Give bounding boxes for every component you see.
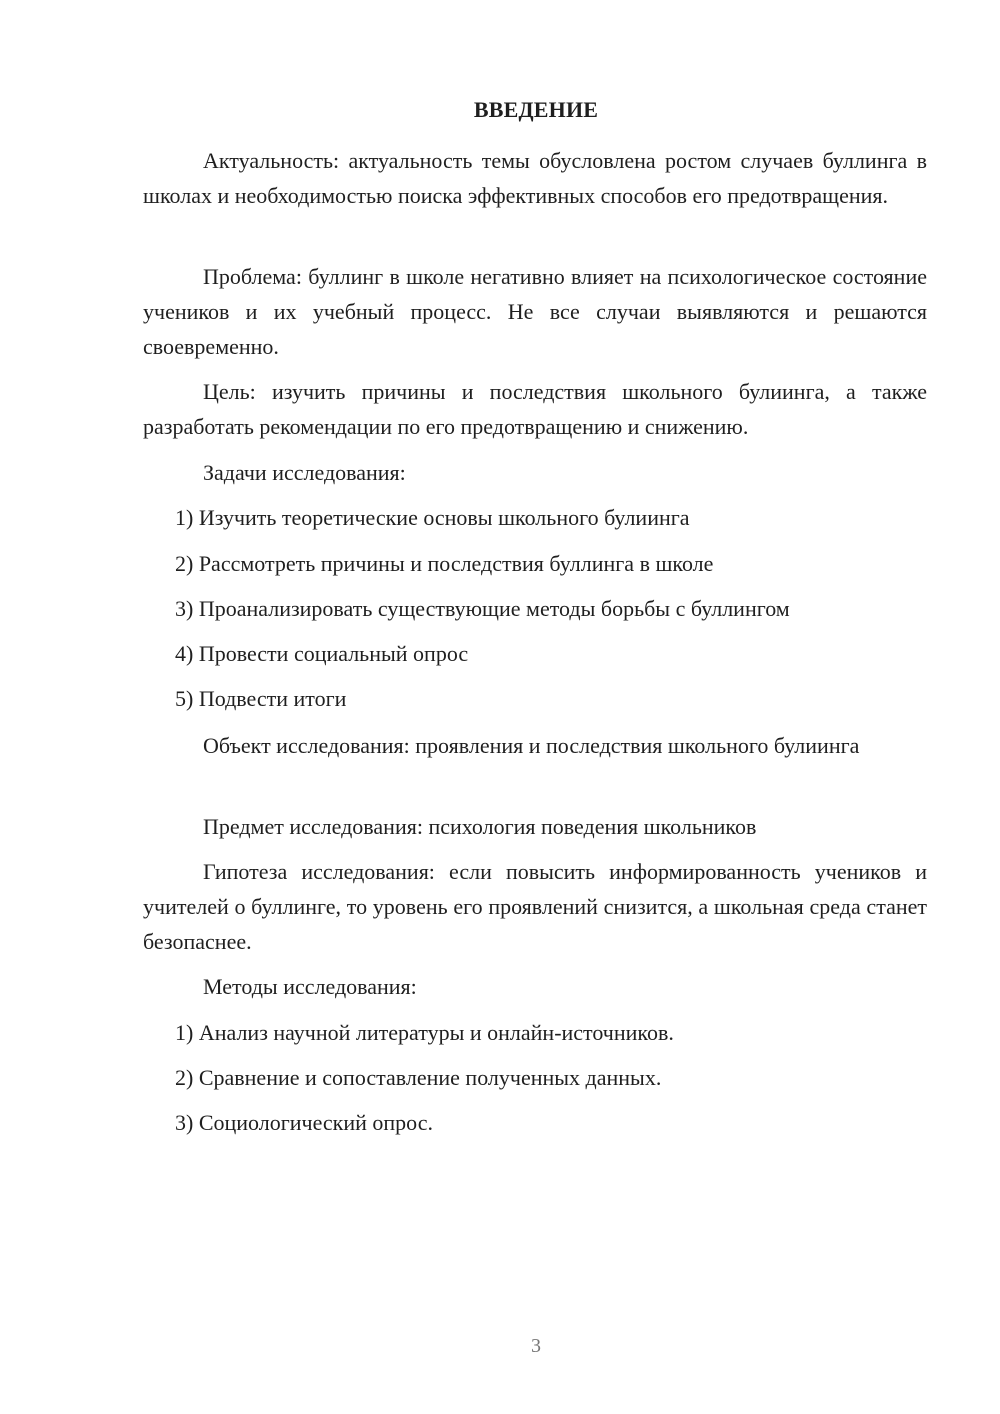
task-item: 3) Проанализировать существующие методы борьбы с буллингом <box>175 596 790 621</box>
methods-heading: Методы исследования: <box>203 974 417 999</box>
section-title: ВВЕДЕНИЕ <box>473 97 599 122</box>
method-item: 3) Социологический опрос. <box>175 1110 433 1135</box>
hypothesis-paragraph: Гипотеза исследования: если повысить информированность учеников и учителей о буллинге, то уровень его проявлений снизится, а школьная среда станет безопаснее. <box>143 859 927 954</box>
task-item: 5) Подвести итоги <box>175 686 347 711</box>
problem-paragraph: Проблема: буллинг в школе негативно влияет на психологическое состояние учеников и их учебный процесс. Не все случаи выявляются и решаются своевременно. <box>143 264 927 359</box>
goal-paragraph: Цель: изучить причины и последствия школьного булиинга, а также разработать рекомендации по его предотвращению и снижению. <box>143 379 927 439</box>
method-item: 1) Анализ научной литературы и онлайн-источников. <box>175 1020 674 1045</box>
method-item: 2) Сравнение и сопоставление полученных данных. <box>175 1065 662 1090</box>
subject-paragraph: Предмет исследования: психология поведения школьников <box>203 814 757 839</box>
task-item: 2) Рассмотреть причины и последствия буллинга в школе <box>175 551 714 576</box>
task-item: 1) Изучить теоретические основы школьного булиинга <box>175 505 690 530</box>
task-item: 4) Провести социальный опрос <box>175 641 469 666</box>
relevance-paragraph: Актуальность: актуальность темы обусловлена ростом случаев буллинга в школах и необходимостью поиска эффективных способов его предотвращения. <box>143 148 927 208</box>
tasks-heading: Задачи исследования: <box>203 460 406 485</box>
page-number: 3 <box>531 1335 541 1357</box>
object-paragraph: Объект исследования: проявления и последствия школьного булиинга <box>203 733 860 758</box>
